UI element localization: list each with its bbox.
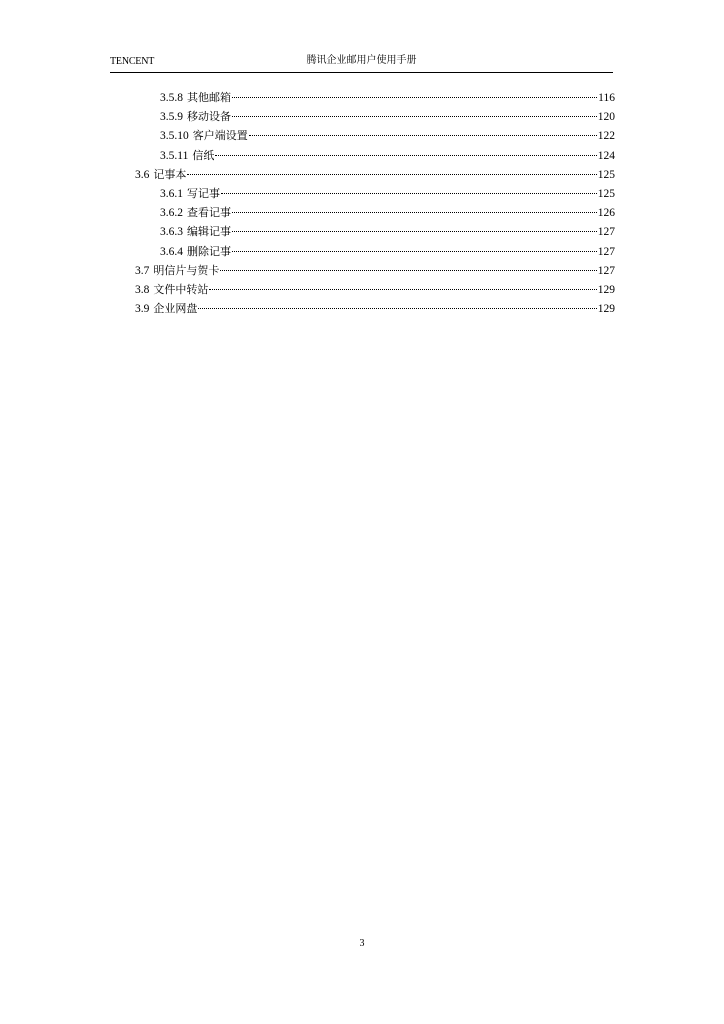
toc-entry-page: 126 <box>597 207 615 220</box>
toc-entry-title: 记事本 <box>153 167 187 181</box>
toc-dot-leader <box>215 154 596 156</box>
toc-entry-title: 删除记事 <box>187 244 231 258</box>
toc-entry-number: 3.5.11 <box>160 149 189 162</box>
toc-entry-number: 3.5.10 <box>160 130 189 143</box>
header-title: 腾讯企业邮用户使用手册 <box>306 55 417 66</box>
toc-entry-title: 写记事 <box>187 186 220 200</box>
toc-entry-number: 3.5.8 <box>160 92 183 104</box>
toc-entry[interactable] <box>110 222 615 241</box>
toc-entry[interactable] <box>110 280 615 299</box>
toc-dot-leader <box>209 288 596 290</box>
toc-entry-number: 3.6.3 <box>160 226 183 239</box>
toc-dot-leader <box>187 173 596 175</box>
toc-entry-title: 客户端设置 <box>192 129 248 143</box>
toc-entry-page: 127 <box>597 245 615 258</box>
toc-dot-leader <box>221 192 597 194</box>
toc-entry-page: 125 <box>597 168 615 181</box>
page-header <box>110 52 613 73</box>
toc-entry[interactable] <box>110 126 615 145</box>
toc-entry-page: 129 <box>597 283 615 296</box>
toc-entry-title: 编辑记事 <box>187 225 231 239</box>
toc-entry-page: 116 <box>598 92 615 104</box>
toc-entry-title: 查看记事 <box>187 206 231 220</box>
toc-entry-page: 124 <box>597 149 615 162</box>
toc-entry-page: 122 <box>597 130 615 143</box>
toc-entry-page: 129 <box>597 303 615 316</box>
toc-entry[interactable] <box>110 261 615 280</box>
toc-entry-title: 企业网盘 <box>153 302 198 316</box>
toc-entry-page: 120 <box>597 111 615 124</box>
toc-entry[interactable] <box>110 203 615 222</box>
toc-dot-leader <box>232 250 597 252</box>
toc-entry[interactable] <box>110 88 615 107</box>
toc-entry[interactable] <box>110 184 615 203</box>
toc-entry-number: 3.9 <box>135 303 150 316</box>
toc-dot-leader <box>220 269 596 271</box>
toc-dot-leader <box>249 134 597 136</box>
toc-entry-number: 3.6 <box>135 168 150 181</box>
toc-entry-title: 信纸 <box>192 148 215 162</box>
toc-entry-page: 125 <box>597 187 615 200</box>
toc-dot-leader <box>232 230 597 232</box>
toc-dot-leader <box>232 211 597 213</box>
header-company: TENCENT <box>110 56 155 67</box>
toc-dot-leader <box>232 96 597 98</box>
toc-entry[interactable] <box>110 299 615 318</box>
toc-entry[interactable] <box>110 165 615 184</box>
toc-entry-title: 其他邮箱 <box>187 91 231 104</box>
toc-entry-number: 3.6.1 <box>160 187 183 200</box>
toc-entry-number: 3.7 <box>135 264 150 277</box>
toc-entry-number: 3.6.2 <box>160 207 183 220</box>
table-of-contents <box>110 88 615 318</box>
toc-entry-number: 3.5.9 <box>160 111 183 124</box>
toc-entry-page: 127 <box>597 226 615 239</box>
page-number: 3 <box>359 938 365 949</box>
toc-entry-number: 3.6.4 <box>160 245 183 258</box>
toc-entry-title: 明信片与贺卡 <box>153 263 220 277</box>
toc-entry[interactable] <box>110 107 615 126</box>
toc-dot-leader <box>232 115 597 117</box>
toc-entry[interactable] <box>110 146 615 165</box>
toc-entry-number: 3.8 <box>135 283 150 296</box>
toc-entry-page: 127 <box>597 264 615 277</box>
toc-entry-title: 文件中转站 <box>153 282 209 296</box>
toc-entry[interactable] <box>110 242 615 261</box>
toc-entry-title: 移动设备 <box>187 110 231 124</box>
toc-dot-leader <box>198 307 596 309</box>
